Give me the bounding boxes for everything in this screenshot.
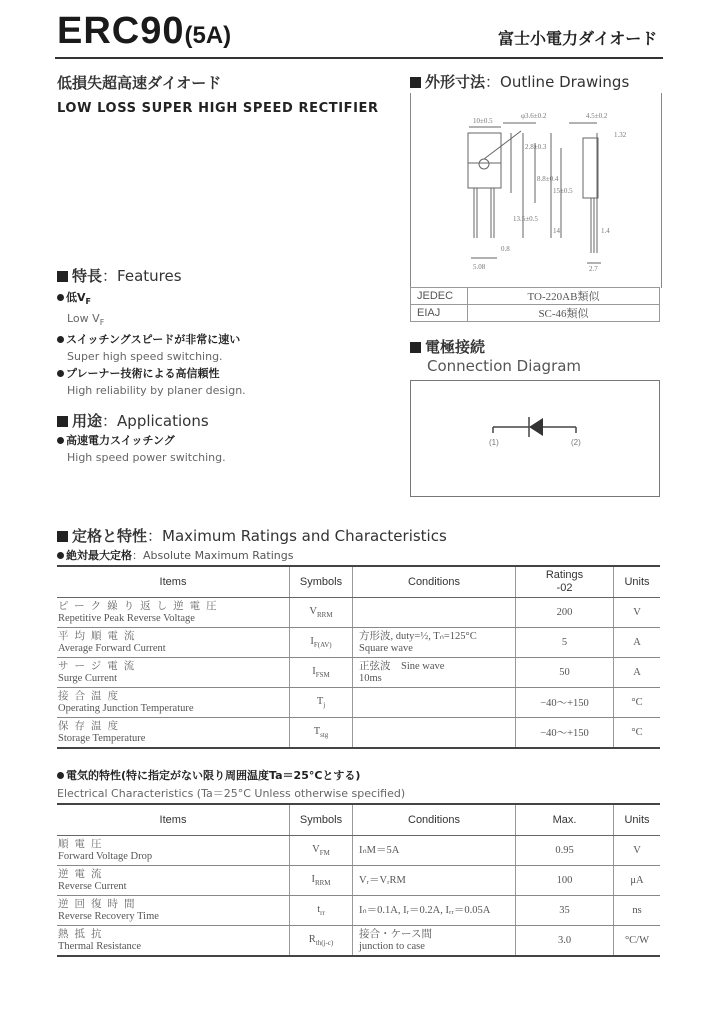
package-value: SC-46類似 <box>468 305 660 322</box>
condition-cell: 接合・ケース間 junction to case <box>353 926 516 957</box>
unit-cell: μA <box>614 866 661 896</box>
symbol-cell: $V_{FM}$ <box>290 836 353 866</box>
package-value: TO-220AB類似 <box>468 288 660 305</box>
condition-cell: IₙM＝5A <box>353 836 516 866</box>
dim-label: 1.4 <box>601 227 610 235</box>
item-cell: 接合温度 Operating Junction Temperature <box>57 688 290 718</box>
symbol-cell: $T_{stg}$ <box>290 718 353 749</box>
connection-heading-en: Connection Diagram <box>427 357 582 375</box>
outline-heading: 外形寸法：Outline Drawings <box>410 71 629 92</box>
table-row <box>57 688 660 718</box>
feature-jp: プレーナー技術による高信頼性 <box>57 365 387 382</box>
symbol-cell: $I_{RRM}$ <box>290 866 353 896</box>
condition-cell <box>353 598 516 628</box>
col-symbols: Symbols <box>290 566 353 598</box>
table-row <box>57 628 660 658</box>
max-ratings-table <box>57 565 660 749</box>
square-bullet-icon <box>57 531 68 542</box>
col-units: Units <box>614 566 661 598</box>
unit-cell: °C <box>614 718 661 749</box>
col-max: Max. <box>516 804 614 836</box>
symbol-cell: $t_{rr}$ <box>290 896 353 926</box>
col-ratings: Ratings -02 <box>516 566 614 598</box>
pin-1-label: (1) <box>489 438 499 447</box>
condition-cell <box>353 718 516 749</box>
feature-en: High reliability by planer design. <box>67 384 246 398</box>
item-cell: サージ電流 Surge Current <box>57 658 290 688</box>
item-cell: 保存温度 Storage Temperature <box>57 718 290 749</box>
bullet-icon <box>57 370 64 377</box>
manufacturer-line: 富士小電力ダイオード <box>498 29 658 48</box>
dim-label: 2.7 <box>589 265 598 273</box>
dim-label: φ3.6±0.2 <box>521 112 547 120</box>
dim-label: 8.8±0.4 <box>537 175 559 183</box>
dim-label: 1.32 <box>614 131 627 139</box>
rating-value: −40～+150 <box>516 688 614 718</box>
dim-label: 13.5±0.5 <box>513 215 538 223</box>
outline-drawing-svg <box>411 93 661 288</box>
item-cell: 逆電流 Reverse Current <box>57 866 290 896</box>
table-header-row <box>57 566 660 598</box>
applications-heading: 用途：Applications <box>57 410 209 431</box>
ratings-heading: 定格と特性：Maximum Ratings and Characteristics <box>57 525 447 546</box>
table-row <box>57 896 660 926</box>
table-row <box>57 718 660 749</box>
unit-cell: A <box>614 628 661 658</box>
bullet-icon <box>57 772 64 779</box>
table-row <box>57 836 660 866</box>
col-units: Units <box>614 804 661 836</box>
table-row <box>411 288 660 305</box>
square-bullet-icon <box>57 271 68 282</box>
unit-cell: A <box>614 658 661 688</box>
col-symbols: Symbols <box>290 804 353 836</box>
applications-list <box>57 432 387 466</box>
electrical-subheading-jp: 電気的特性(特に指定がない限り周囲温度Ta＝25°Cとする) <box>57 767 360 783</box>
col-items: Items <box>57 566 290 598</box>
square-bullet-icon <box>410 342 421 353</box>
unit-cell: V <box>614 836 661 866</box>
square-bullet-icon <box>410 77 421 88</box>
features-heading: 特長：Features <box>57 265 182 286</box>
diode-symbol-icon <box>411 381 659 496</box>
item-cell: ピーク繰り返し逆電圧 Repetitive Peak Reverse Voltage <box>57 598 290 628</box>
max-value: 100 <box>516 866 614 896</box>
electrical-characteristics-table <box>57 803 660 957</box>
part-number: ERC90 <box>57 10 185 52</box>
header-divider <box>55 57 663 59</box>
condition-cell: Vᵣ＝VᵣRM <box>353 866 516 896</box>
bullet-icon <box>57 437 64 444</box>
dim-label: 10±0.5 <box>473 117 493 125</box>
package-equivalents-table <box>410 287 660 322</box>
unit-cell: °C/W <box>614 926 661 957</box>
application-jp: 高速電力スイッチング <box>57 432 387 449</box>
part-number-title <box>57 10 231 53</box>
condition-cell: Iₙ＝0.1A, Iᵣ＝0.2A, Iᵣᵣ＝0.05A <box>353 896 516 926</box>
feature-en: Low $V_F$ <box>67 312 105 328</box>
dim-label: 15±0.5 <box>553 187 573 195</box>
max-value: 3.0 <box>516 926 614 957</box>
application-en: High speed power switching. <box>67 451 226 464</box>
rating-value: −40～+150 <box>516 718 614 749</box>
subtitle-en: LOW LOSS SUPER HIGH SPEED RECTIFIER <box>57 101 379 116</box>
dim-label: 14 <box>553 227 560 235</box>
max-value: 0.95 <box>516 836 614 866</box>
symbol-cell: $V_{RRM}$ <box>290 598 353 628</box>
col-items: Items <box>57 804 290 836</box>
condition-cell <box>353 688 516 718</box>
table-header-row <box>57 804 660 836</box>
item-cell: 熱抵抗 Thermal Resistance <box>57 926 290 957</box>
item-cell: 逆回復時間 Reverse Recovery Time <box>57 896 290 926</box>
connection-diagram <box>410 380 660 497</box>
current-rating: (5A) <box>184 22 232 49</box>
bullet-icon <box>57 294 64 301</box>
package-standard: EIAJ <box>411 305 468 322</box>
absolute-ratings-subheading: 絶対最大定格：Absolute Maximum Ratings <box>57 547 293 563</box>
feature-en: Super high speed switching. <box>67 350 223 364</box>
dim-label: 0.8 <box>501 245 510 253</box>
connection-heading-jp: 電極接続 <box>410 336 485 357</box>
condition-cell: 正弦波 Sine wave 10ms <box>353 658 516 688</box>
rating-value: 200 <box>516 598 614 628</box>
table-row <box>57 926 660 957</box>
item-cell: 順電圧 Forward Voltage Drop <box>57 836 290 866</box>
table-row <box>57 866 660 896</box>
electrical-subheading-en: Electrical Characteristics (Ta＝25°C Unless otherwise specified) <box>57 787 406 800</box>
symbol-cell: $I_{F(AV)}$ <box>290 628 353 658</box>
square-bullet-icon <box>57 416 68 427</box>
bullet-icon <box>57 552 64 559</box>
dim-label: 2.8±0.3 <box>525 143 547 151</box>
bullet-icon <box>57 336 64 343</box>
dim-label: 4.5±0.2 <box>586 112 608 120</box>
pin-2-label: (2) <box>571 438 581 447</box>
condition-cell: 方形波, duty=½, Tₙ=125°C Square wave <box>353 628 516 658</box>
package-standard: JEDEC <box>411 288 468 305</box>
subtitle-jp: 低損失超高速ダイオード <box>57 74 222 92</box>
unit-cell: ns <box>614 896 661 926</box>
features-list <box>57 289 387 399</box>
feature-jp: 低$V_F$ <box>57 289 387 310</box>
symbol-cell: $R_{th(j-c)}$ <box>290 926 353 957</box>
table-row <box>411 305 660 322</box>
dim-label: 5.08 <box>473 263 486 271</box>
unit-cell: V <box>614 598 661 628</box>
unit-cell: °C <box>614 688 661 718</box>
feature-jp: スイッチングスピードが非常に速い <box>57 331 387 348</box>
col-conditions: Conditions <box>353 566 516 598</box>
outline-drawing <box>410 93 662 288</box>
table-row <box>57 598 660 628</box>
rating-value: 50 <box>516 658 614 688</box>
table-row <box>57 658 660 688</box>
max-value: 35 <box>516 896 614 926</box>
col-conditions: Conditions <box>353 804 516 836</box>
symbol-cell: $I_{FSM}$ <box>290 658 353 688</box>
item-cell: 平均順電流 Average Forward Current <box>57 628 290 658</box>
symbol-cell: $T_j$ <box>290 688 353 718</box>
rating-value: 5 <box>516 628 614 658</box>
